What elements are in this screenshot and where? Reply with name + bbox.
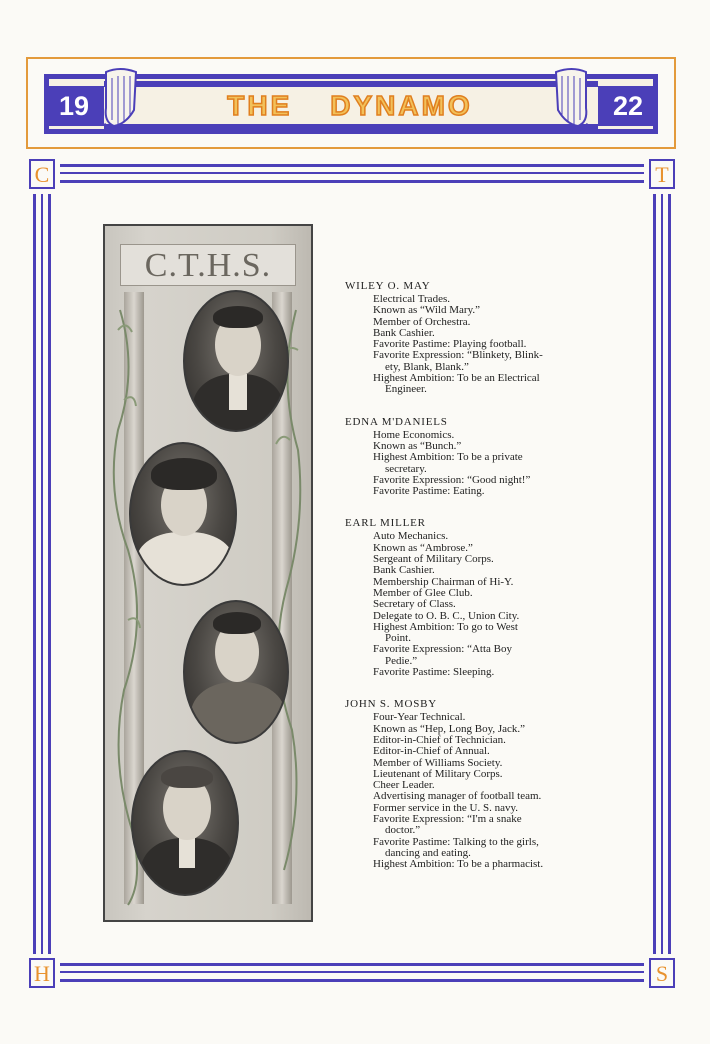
corner-letter-t: T (649, 159, 675, 189)
entry-name: WILEY O. MAY (345, 280, 431, 292)
entry-line: Member of Orchestra. (373, 315, 471, 328)
entry-line: dancing and eating. (385, 846, 471, 859)
entry-name: EDNA M'DANIELS (345, 415, 448, 428)
corner-letter-s: S (649, 958, 675, 988)
frame-top-line-3 (60, 180, 644, 183)
entry-line: Bank Cashier. (373, 326, 435, 339)
entry-line: Pedie.” (385, 654, 418, 667)
frame-right-line-1 (653, 194, 656, 954)
frame-bottom-line-2 (60, 971, 644, 973)
entry-line: ety, Blank, Blank.” (385, 360, 469, 373)
entries-list (345, 280, 600, 890)
frame-right-line-2 (661, 194, 663, 954)
frame-bottom-line-3 (60, 979, 644, 982)
frame-top-line-1 (60, 164, 644, 167)
panel-header: C.T.H.S. (120, 244, 296, 286)
entry-line: Known as “Hep, Long Boy, Jack.” (373, 722, 526, 735)
entry-line: Delegate to O. B. C., Union City. (373, 609, 520, 622)
frame-right-line-3 (668, 194, 671, 954)
entry-line: Favorite Expression: “I'm a snake (373, 812, 522, 825)
entry-line: Highest Ambition: To be a private (373, 451, 523, 464)
entry-line: Secretary of Class. (373, 598, 456, 611)
corner-letter-c: C (29, 159, 55, 189)
frame-left-line-2 (41, 194, 43, 954)
portrait-edna-mdaniels (129, 442, 237, 586)
frame-left-line-3 (48, 194, 51, 954)
entry-line: Sergeant of Military Corps. (373, 553, 494, 566)
entry-wiley-may (345, 280, 600, 396)
entry-earl-miller (345, 517, 600, 678)
entry-line: Known as “Bunch.” (373, 439, 462, 452)
frame-bottom-line-1 (60, 963, 644, 966)
entry-line: Former service in the U. S. navy. (373, 801, 519, 814)
entry-edna-mdaniels (345, 416, 600, 498)
entry-line: Lieutenant of Military Corps. (373, 767, 503, 780)
entry-line: Member of Glee Club. (373, 586, 473, 599)
entry-line: Known as “Ambrose.” (373, 541, 473, 554)
entry-line: Engineer. (385, 383, 427, 396)
entry-line: Point. (385, 632, 411, 645)
entry-line: Favorite Pastime: Talking to the girls, (373, 835, 539, 848)
entry-line: Favorite Pastime: Eating. (373, 485, 485, 498)
entry-line: secretary. (385, 462, 427, 475)
title-word-dynamo: DYNAMO (330, 90, 473, 121)
entry-line: Advertising manager of football team. (373, 790, 542, 803)
entry-name: EARL MILLER (345, 517, 426, 530)
frame-top-line-2 (60, 172, 644, 174)
entry-line: Bank Cashier. (373, 564, 435, 577)
entry-line: Electrical Trades. (373, 293, 450, 305)
entry-line: Member of Williams Society. (373, 756, 503, 769)
entry-line: Favorite Expression: “Atta Boy (373, 643, 513, 656)
entry-line: Four-Year Technical. (373, 711, 466, 724)
entry-line: Known as “Wild Mary.” (373, 304, 480, 317)
portrait-earl-miller (183, 600, 289, 744)
entry-line: Favorite Pastime: Sleeping. (373, 666, 495, 679)
portrait-wiley-may (183, 290, 289, 432)
entry-line: Highest Ambition: To be an Electrical (373, 372, 540, 385)
title-word-the: THE (227, 90, 293, 121)
pennant-left-icon (96, 64, 142, 134)
corner-letter-h: H (29, 958, 55, 988)
entry-john-mosby (345, 698, 600, 870)
year-left: 19 (44, 86, 104, 126)
portrait-john-mosby (131, 750, 239, 896)
entry-line: Favorite Expression: “Blinkety, Blink- (373, 349, 543, 362)
frame-left-line-1 (33, 194, 36, 954)
entry-line: Home Economics. (373, 428, 455, 441)
entry-line: Editor-in-Chief of Technician. (373, 733, 506, 746)
entry-name: JOHN S. MOSBY (345, 698, 438, 711)
year-right: 22 (598, 86, 658, 126)
entry-line: Favorite Pastime: Playing football. (373, 338, 527, 351)
entry-line: Highest Ambition: To go to West (373, 620, 518, 633)
entry-line: Editor-in-Chief of Annual. (373, 745, 490, 758)
pennant-right-icon (550, 64, 596, 134)
entry-line: Auto Mechanics. (373, 530, 449, 543)
entry-line: Favorite Expression: “Good night!” (373, 473, 531, 486)
page-title (150, 86, 550, 126)
entry-line: doctor.” (385, 824, 421, 837)
entry-line: Highest Ambition: To be a pharmacist. (373, 858, 544, 871)
entry-line: Membership Chairman of Hi-Y. (373, 575, 514, 588)
entry-line: Cheer Leader. (373, 779, 435, 792)
